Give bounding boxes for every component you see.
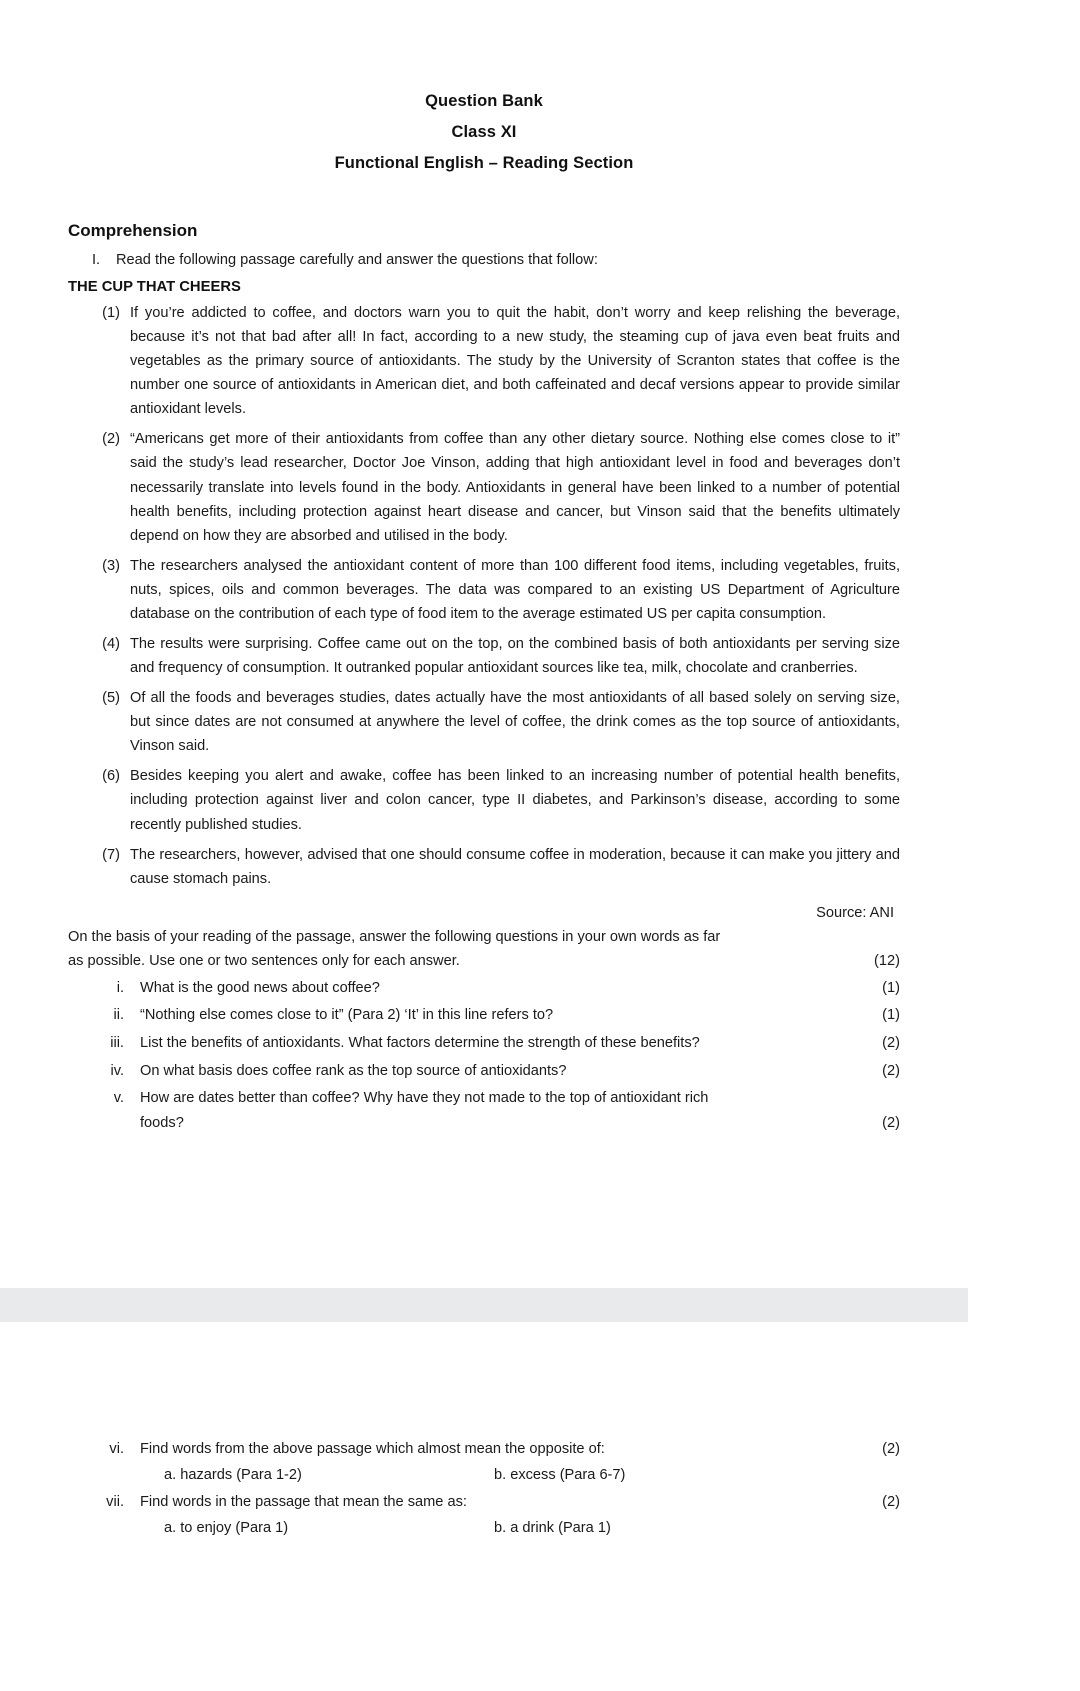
- questions-instruction-line-1: On the basis of your reading of the passage, answer the following questions in your own words as far: [68, 928, 721, 945]
- paragraph-number: (4): [102, 636, 120, 653]
- paragraph-text: Besides keeping you alert and awake, coffee has been linked to an increasing number of potential health benefits, including protection against liver and colon cancer, type II diabetes, and Parkinson’s disease, according to some recently published studies.: [130, 768, 900, 833]
- page-title-line-1: Question Bank: [425, 92, 543, 110]
- sub-option-a: a. hazards (Para 1-2): [164, 1466, 302, 1483]
- passage-paragraph: [68, 764, 900, 836]
- question-text: What is the good news about coffee?: [140, 979, 380, 996]
- page-title-line-2: Class XI: [451, 123, 517, 141]
- question-item: [68, 976, 900, 1001]
- paragraph-text: If you’re addicted to coffee, and doctors warn you to quit the habit, don’t worry and keep relishing the beverage, because it’s not that bad after all! In fact, according to a new study, the steaming cup of java even beat fruits and vegetables as the primary source of antioxidants. The study by the University of Scranton states that coffee is the number one source of antioxidants in American diet, and both caffeinated and decaf versions appear to provide similar antioxidant levels.: [130, 305, 900, 418]
- question-numeral: vi.: [109, 1441, 124, 1457]
- question-numeral: ii.: [113, 1007, 124, 1024]
- instruction-marker: I.: [92, 252, 101, 268]
- question-item-continuation: [68, 1111, 900, 1136]
- question-item: [68, 1437, 900, 1462]
- question-text: Find words from the above passage which almost mean the opposite of:: [140, 1441, 605, 1457]
- question-marks: (2): [882, 1441, 900, 1457]
- section-heading-comprehension: Comprehension: [68, 221, 198, 240]
- sub-option-b: b. a drink (Para 1): [494, 1519, 611, 1536]
- passage-source: Source: ANI: [816, 904, 894, 921]
- passage-paragraph: [68, 843, 900, 891]
- sub-option-a: a. to enjoy (Para 1): [164, 1519, 289, 1536]
- paragraph-text: “Americans get more of their antioxidants from coffee than any other dietary source. Nothing else comes close to it” said the study’s lead researcher, Doctor Joe Vinson, adding that high antioxidant level in food and beverages don’t necessarily translate into levels found in the body. Antioxidants in general have been linked to a number of potential health benefits, including protection against heart disease and cancer, but Vinson said that the benefits ultimately depend on how they are absorbed and utilised in the body.: [130, 431, 900, 544]
- question-numeral: iv.: [110, 1062, 124, 1079]
- question-indent-spacer: [68, 1111, 140, 1136]
- passage-paragraph: [68, 301, 900, 421]
- question-marks: (2): [882, 1494, 900, 1511]
- question-marks: (1): [882, 979, 900, 996]
- question-item: [68, 1059, 900, 1084]
- questions-instruction-block: [68, 925, 900, 973]
- question-item: [68, 1031, 900, 1056]
- passage-paragraph: [68, 632, 900, 680]
- right-margin-area: [968, 0, 1080, 1691]
- paragraph-text: The researchers analysed the antioxidant content of more than 100 different food items, including vegetables, fruits, nuts, spices, oils and common beverages. The data was compared to an existing US Department of Agriculture database on the contribution of each type of food item to the average estimated US per capita consumption.: [130, 557, 900, 622]
- question-text: How are dates better than coffee? Why have they not made to the top of antioxidant rich: [140, 1090, 709, 1107]
- paragraph-text: Of all the foods and beverages studies, dates actually have the most antioxidants of all based solely on serving size, but since dates are not consumed at anywhere the level of coffee, the drink comes as the top source of antioxidants, Vinson said.: [130, 690, 900, 755]
- paragraph-number: (5): [102, 690, 120, 707]
- question-marks: (1): [882, 1007, 900, 1024]
- question-sub-options: [68, 1463, 900, 1488]
- paragraph-number: (2): [102, 431, 120, 448]
- question-marks: (2): [882, 1114, 900, 1131]
- question-text: On what basis does coffee rank as the top source of antioxidants?: [140, 1062, 567, 1079]
- question-numeral: vii.: [106, 1494, 124, 1511]
- paragraph-text: The results were surprising. Coffee came out on the top, on the combined basis of both antioxidants per serving size and frequency of consumption. It outranked popular antioxidant sources like tea, milk, chocolate and cranberries.: [130, 636, 900, 677]
- paragraph-text: The researchers, however, advised that one should consume coffee in moderation, because it can make you jittery and cause stomach pains.: [130, 846, 900, 887]
- question-text: List the benefits of antioxidants. What factors determine the strength of these benefits?: [140, 1034, 700, 1051]
- questions-total-marks: (12): [874, 952, 900, 969]
- question-item: [68, 1003, 900, 1028]
- question-text-continued: foods?: [140, 1114, 184, 1131]
- page-separator: [0, 1288, 968, 1322]
- passage-title: THE CUP THAT CHEERS: [68, 279, 241, 295]
- passage-paragraph: [68, 554, 900, 626]
- question-numeral: i.: [116, 979, 124, 996]
- paragraph-number: (1): [102, 305, 120, 321]
- sub-option-indent-spacer: [68, 1516, 164, 1541]
- question-item: [68, 1086, 900, 1111]
- instruction-item-I: [68, 252, 900, 268]
- paragraph-number: (7): [102, 846, 120, 863]
- sub-option-b: b. excess (Para 6-7): [494, 1466, 626, 1483]
- question-text: “Nothing else comes close to it” (Para 2) ‘It’ in this line refers to?: [140, 1007, 554, 1024]
- passage-paragraph: [68, 427, 900, 547]
- paragraph-number: (3): [102, 557, 120, 574]
- question-item: [68, 1490, 900, 1515]
- question-text: Find words in the passage that mean the same as:: [140, 1494, 467, 1511]
- page-title-line-3: Functional English – Reading Section: [334, 154, 634, 172]
- paragraph-number: (6): [102, 768, 120, 785]
- questions-instruction-line-2: as possible. Use one or two sentences only for each answer.: [68, 952, 460, 969]
- sub-option-indent-spacer: [68, 1463, 164, 1488]
- instruction-text: Read the following passage carefully and answer the questions that follow:: [116, 252, 598, 268]
- question-sub-options: [68, 1516, 900, 1541]
- passage-paragraph: [68, 686, 900, 758]
- document-page-2: [0, 1322, 968, 1691]
- question-numeral: iii.: [110, 1034, 124, 1051]
- question-marks: (2): [882, 1034, 900, 1051]
- question-numeral: v.: [113, 1090, 124, 1107]
- question-marks: (2): [882, 1062, 900, 1079]
